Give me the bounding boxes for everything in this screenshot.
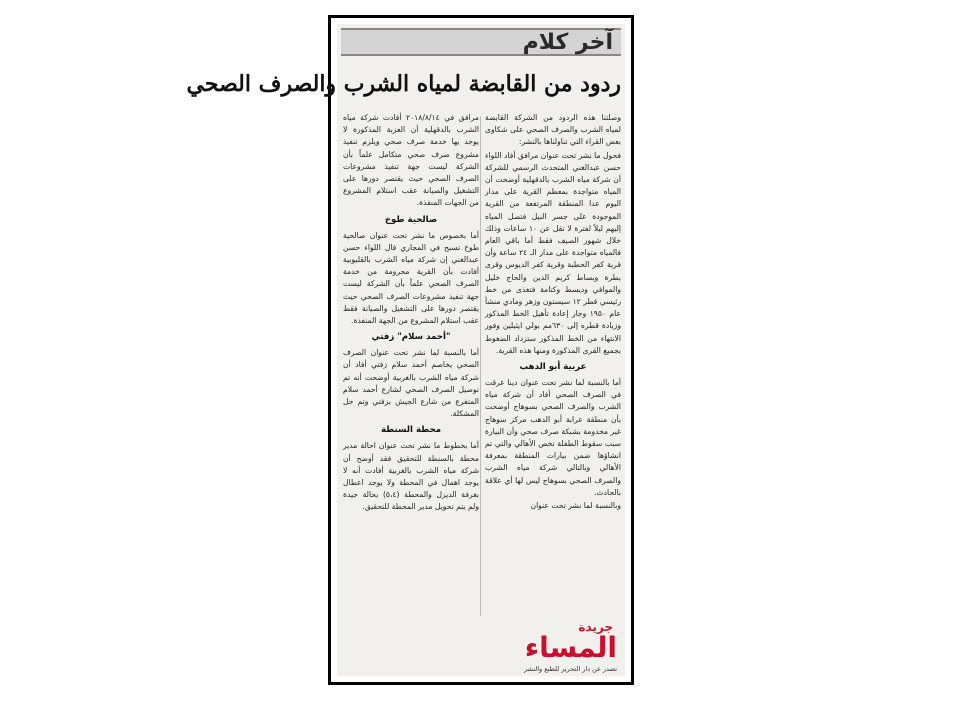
article-headline: ردود من القابضة لمياه الشرب والصرف الصحي <box>186 71 621 97</box>
paragraph: وبالنسبة لما نشر تحت عنوان <box>530 501 621 511</box>
newspaper-clipping <box>186 24 625 676</box>
logo-tagline: تصدر عن دار التحرير للطبع والنشر <box>523 665 617 673</box>
paragraph: أما بالنسبة لما نشر تحت عنوان دينا غرقت في الصرف الصحي أفاد أن شركة مياه الشرب والصرف الصحي بسوهاج أوضحت بأن منطقة عرابة أبو الدهب مركز سوهاج غير مخدومة بشبكة صرف صحي وأن البيارة سبب سقوط الطفلة تخص الأهالي والتي تم انشاؤها ضمن بيارات المنطقة بمعرفة الأهالي وبالتالي شركة مياه الشرب والصرف الصحي بسوهاج ليس لها أي علاقة بالحادث. <box>485 378 621 497</box>
logo-name: المساء <box>524 631 617 664</box>
paragraph: فحول ما نشر تحت عنوان مرافق أفاد اللواء حسن عبدالغني المتحدث الرسمي للشركة أن شركة مياه الشرب بالدقهلية أوضحت أن المياه متواجدة بمعظم القرية على مدار اليوم عدا المنطقة المرتفعة من القرية الموجودة على جسر النيل فتصل المياه إليهم ليلاً لفترة لا تقل عن ١٠ ساعات وذلك خلال شهور الصيف فقط أما باقي العام فالمياه متواجدة على مدار الـ ٢٤ ساعة وأن قرية كفر الحطبة وقرية كفر الديوس وقرى بطرة وبساط كريم الدين والحاج خليل والموافي وديسط وكتامة فتغذى من خط رئيسي قطر ١٢ سيستون وزهر ومادي منشأ عام ١٩٥٠ وجار إعادة تأهيل الخط المذكور وزيادة قطره إلى ٦٣٠مم بولي ايثيلين وفور الانتهاء من الخط المذكور ستزداد الضغوط بجميع القرى المذكورة ومنها هذه القرية. <box>485 150 621 355</box>
clipping-frame <box>186 15 634 685</box>
paragraph: أما بخطوط ما نشر تحت عنوان احالة مدير محطة بالسنطة للتحقيق فقد أوضح أن شركة مياه الشرب بالغربية أفادت أنه لا يوجد اهمال في المحطة ولا يوجد اعطال بغرفة الديزل والمحطة (٥،٤) بحالة جيدة ولم يتم تحويل مدير المحطة للتحقيق. <box>343 441 479 512</box>
subheading: "أحمد سلام" زفتي <box>371 332 451 343</box>
article-column-right <box>485 112 621 513</box>
article-column-left <box>343 112 479 515</box>
section-title: آخر كلام <box>522 29 613 55</box>
column-divider <box>480 116 481 616</box>
section-bar <box>341 28 621 56</box>
logo-word-newspaper: جريدة <box>578 620 613 634</box>
subheading: عربية أبو الدهب <box>519 362 587 373</box>
subheading: محطة السنطة <box>380 425 442 436</box>
paragraph: مرافق في ٢٠١٨/٨/١٤ أفادت شركة مياه الشرب بالدقهلية أن العزبة المذكورة لا يوجد بها خدمة صرف صحي ويلزم تنفيذ مشروع صرف صحي متكامل علماً بأن الشركة ليست جهة تنفيذ مشروعات الصرف الصحي حيث يقتصر دورها على التشغيل والصيانة عقب استلام المشروع من الجهات المنفذة. <box>343 113 479 208</box>
newspaper-logo <box>505 620 623 676</box>
paragraph: أما بالنسبة لما نشر تحت عنوان الصرف الصحي يخاصم أحمد سلام زفتي أفاد أن شركة مياه الشرب بالغربية أوضحت أنه تم توصيل الصرف الصحي لشارع أحمد سلام المتفرع من شارع الجيش بزفتي وتم حل المشكلة. <box>343 348 479 419</box>
subheading: صالحية طوخ <box>384 214 438 225</box>
paragraph: أما بخصوص ما نشر تحت عنوان صالحية طوخ تسبح في المجاري قال اللواء حسن عبدالغني إن شركة مياه الشرب بالقليوبية أفادت بأن القرية محرومة من خدمة الصرف الصحي علماً بأن الشركة ليست جهة تنفيذ مشروعات الصرف الصحي حيث يقتصر دورها على التشغيل والصيانة فقط عقب استلام المشروع من الجهة المنفذة. <box>343 230 479 326</box>
paragraph: وصلتنا هذه الردود من الشركة القابضة لمياه الشرب والصرف الصحي على شكاوى بعض القراء التي تناولناها بالنشر: <box>485 113 621 147</box>
